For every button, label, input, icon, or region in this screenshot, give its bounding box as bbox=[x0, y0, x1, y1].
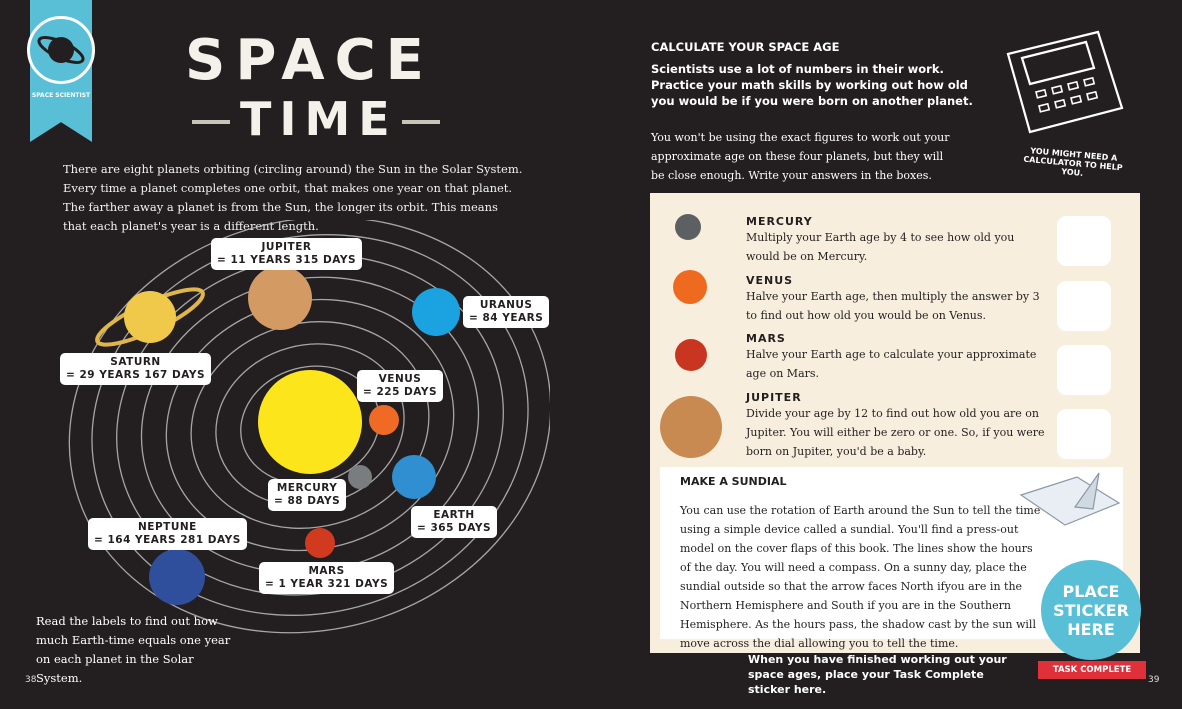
jupiter-row-name: JUPITER bbox=[746, 391, 802, 404]
mars-label-name: MARS bbox=[308, 565, 345, 577]
mercury-label bbox=[268, 479, 346, 511]
saturn-label-value: = 29 YEARS 167 DAYS bbox=[66, 369, 206, 381]
mercury-label-value: = 88 DAYS bbox=[274, 495, 341, 507]
sundial-text: You can use the rotation of Earth around the Sun to tell the time using a simple device called a sundial. You'll find a press-out model on the cover flaps of this book. The lines show the hours of the day. You will need a compass. On a sunny day, place the sundial outside so that the arrow faces North ifyou are in the Northern Hemisphere and South if you are in the Southern Hemisphere. As the hours pass, the shadow cast by the sun will move across the dial allowing you to tell the time. bbox=[680, 504, 1041, 650]
jupiter-label-name: JUPITER bbox=[261, 241, 312, 253]
jupiter-icon bbox=[660, 396, 722, 458]
place-sticker-circle[interactable]: PLACE STICKER HERE bbox=[1041, 560, 1141, 660]
neptune-planet bbox=[149, 549, 205, 605]
mercury-planet bbox=[348, 465, 372, 489]
calculator-icon bbox=[1002, 28, 1126, 136]
mars-planet bbox=[305, 528, 335, 558]
earth-label-name: EARTH bbox=[433, 509, 475, 521]
mercury-answer-box[interactable] bbox=[1057, 216, 1111, 266]
earth-planet bbox=[392, 455, 436, 499]
venus-row-name: VENUS bbox=[746, 274, 794, 287]
mars-row-name: MARS bbox=[746, 332, 786, 345]
jupiter-row-text: Divide your age by 12 to find out how old you are on Jupiter. You will either be zero or one. So, if you were born on Jupiter, you'd be a baby. bbox=[746, 407, 1045, 458]
neptune-label bbox=[88, 518, 247, 550]
calc-heading: CALCULATE YOUR SPACE AGE bbox=[651, 40, 840, 54]
venus-row-text: Halve your Earth age, then multiply the answer by 3 to find out how old you would be on Venus. bbox=[746, 290, 1040, 322]
mars-label bbox=[259, 562, 394, 594]
title-line-2: TIME bbox=[240, 92, 398, 146]
venus-answer-box[interactable] bbox=[1057, 281, 1111, 331]
intro-paragraph: There are eight planets orbiting (circling around) the Sun in the Solar System. Every time a planet completes one orbit, that makes one year on that planet. The farther away a planet is from the Sun, the longer its orbit. This means that each planet's year is a different length. bbox=[63, 162, 523, 233]
neptune-label-name: NEPTUNE bbox=[138, 521, 197, 533]
venus-row bbox=[746, 274, 1046, 325]
venus-label-value: = 225 DAYS bbox=[363, 386, 438, 398]
uranus-planet bbox=[412, 288, 460, 336]
page-number-right: 39 bbox=[1148, 675, 1160, 685]
venus-icon bbox=[673, 270, 707, 304]
calc-intro: Scientists use a lot of numbers in their work. Practice your math skills by working out how old you would be if you were born on another planet. bbox=[651, 62, 973, 108]
mars-row bbox=[746, 332, 1046, 383]
venus-label bbox=[357, 370, 443, 402]
task-complete-banner: TASK COMPLETE bbox=[1038, 661, 1146, 679]
venus-label-name: VENUS bbox=[378, 373, 422, 385]
footer-note: Read the labels to find out how much Earth-time equals one year on each planet in the Solar System. bbox=[36, 614, 231, 685]
uranus-label bbox=[463, 296, 549, 328]
mercury-row bbox=[746, 215, 1046, 266]
mercury-icon bbox=[675, 214, 701, 240]
saturn-label-name: SATURN bbox=[110, 356, 161, 368]
saturn-planet bbox=[124, 291, 176, 343]
sundial-heading: MAKE A SUNDIAL bbox=[680, 475, 787, 488]
jupiter-answer-box[interactable] bbox=[1057, 409, 1111, 459]
calculator-note: YOU MIGHT NEED A CALCULATOR TO HELP YOU. bbox=[1023, 146, 1123, 178]
jupiter-row bbox=[746, 391, 1046, 461]
space-scientist-badge bbox=[27, 16, 95, 84]
title-line-1: SPACE bbox=[185, 28, 434, 93]
saturn-label bbox=[60, 353, 211, 385]
sundial-icon bbox=[1015, 469, 1123, 539]
mars-icon bbox=[675, 339, 707, 371]
jupiter-label-value: = 11 YEARS 315 DAYS bbox=[217, 254, 357, 266]
title-dash-left bbox=[192, 120, 230, 124]
calc-body: You won't be using the exact figures to work out your approximate age on these four planets, but they will be close enough. Write your answers in the boxes. bbox=[651, 131, 950, 182]
final-note: When you have finished working out your space ages, place your Task Complete sticker here. bbox=[748, 653, 1007, 696]
title-dash-right bbox=[402, 120, 440, 124]
jupiter-planet bbox=[248, 266, 312, 330]
sun bbox=[258, 370, 362, 474]
venus-planet bbox=[369, 405, 399, 435]
page-number-left: 38 bbox=[25, 675, 37, 685]
earth-label-value: = 365 DAYS bbox=[417, 522, 492, 534]
jupiter-label bbox=[211, 238, 362, 270]
uranus-label-name: URANUS bbox=[479, 299, 533, 311]
uranus-label-value: = 84 YEARS bbox=[469, 312, 544, 324]
mercury-label-name: MERCURY bbox=[276, 482, 338, 494]
neptune-label-value: = 164 YEARS 281 DAYS bbox=[94, 534, 241, 546]
ringed-planet-icon bbox=[30, 19, 92, 81]
mercury-row-text: Multiply your Earth age by 4 to see how old you would be on Mercury. bbox=[746, 231, 1015, 263]
mars-row-text: Halve your Earth age to calculate your approximate age on Mars. bbox=[746, 348, 1037, 380]
earth-label bbox=[411, 506, 497, 538]
mars-label-value: = 1 YEAR 321 DAYS bbox=[265, 578, 389, 590]
mercury-row-name: MERCURY bbox=[746, 215, 813, 228]
mars-answer-box[interactable] bbox=[1057, 345, 1111, 395]
badge-label: SPACE SCIENTIST bbox=[31, 92, 91, 99]
